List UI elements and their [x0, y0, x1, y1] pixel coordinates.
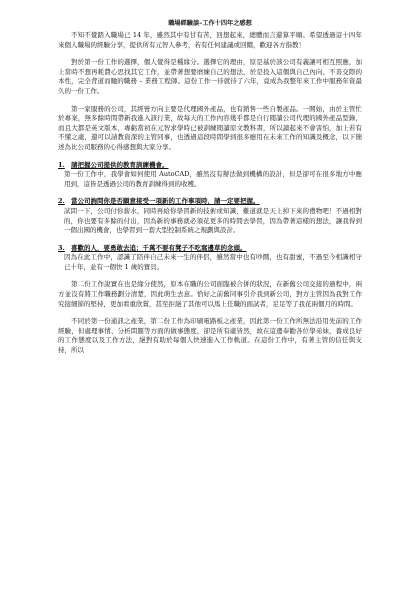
list-item-heading-text: 當公司詢問你是否願意接受一項新的工作事項時，請一定要把握。	[71, 197, 260, 206]
list-item-body: 因為在此工作中，認識了陪伴自己未來一生的伴侶，雖然當中也有吵鬧，也有甜蜜，不過至今相識相守已十年，並有一個快 1 歲的寶貝。	[64, 253, 362, 271]
list-item-number: 1.	[58, 160, 65, 169]
list-item-number: 2.	[58, 197, 65, 206]
list-item-heading	[58, 244, 362, 254]
list-item-number: 3.	[58, 243, 65, 252]
list-item-body: 第一份工作中，我學會如何使用 AutoCAD，雖然沒有辦法做到機構的設計，但是卻可在很多地方中應用到，這皆是透過公司的教育訓練得到的收穫。	[64, 170, 362, 188]
list-item	[58, 197, 362, 235]
list-item-heading	[58, 197, 362, 207]
document-title: 職場經驗談–工作十四年之感想	[168, 20, 252, 27]
list-item	[58, 244, 362, 273]
different-field-paragraph: 不同於第一份通訊之產業，第二份工作為印刷電路板之產業，因此第一份工作所無法沿用先前的工作經驗，但處理事情、分析問題等方面的做事態度，卻是所有處皆然，故在這邊奉勸各位學弟妹，養成良好的工作態度以及工作方法，絕對有助於每個人快速進入工作軌道。在這份工作中，有著主管的信任與支持，所以	[58, 317, 362, 355]
first-company-paragraph: 對於第一份工作的選擇，個人覺得是種緣分。選擇它的理由，原是基於該公司有義讓可相互照應，加上當時不想再耗費心思找其它工作，並帶著想要磨練自己的想法，於是投入這個與自己內向、不善交際的本性，完全背道而馳的職務 – 業務工程師。這份工作一待就待了六年，竟成為我整年來工作中服務年資最久的一份工作。	[58, 58, 362, 95]
intro-paragraph: 不知不覺踏入職場已 14 年，雖然其中有甘有苦，回想起來，總體而言還算平順。希望透過這十四年來個人職場的經驗分享，提供所有元智人參考，若有任何建議或回饋，歡迎各方指教！	[58, 31, 362, 49]
list-item-heading-text: 請把握公司提供的教育訓練機會。	[71, 160, 169, 169]
list-item-body: 試問一下，公司付你薪水，同時再給你學習新的技術或知識，難道就是天上掉下來的禮物吧！不過相對的，你也要有多餘的付出，因為新的事務就必須花更多的時間去學習，因為帶著這樣的想法，讓我得到一個出國的機會，也學習到一套大型控制系統之規劃與設計。	[64, 206, 362, 235]
list-item-heading-text: 喜歡的人，要勇敢去追；千萬不要有凳子不吃窩邊草的念頭。	[71, 243, 247, 252]
list-item-heading	[58, 161, 362, 171]
second-job-paragraph: 第二份工作說實在也是緣分使然，原本在職的公司面臨被合併的狀況，在新舊公司交接的過程中，兩方並沒有將工作職務劃分清楚，因此萌生去意。恰好之前舊同事引介我到新公司，對方主管因為我對工作究接細節的堅持，更加看重欣賞，甚至拒絕了其他可以馬上任職的面試者，足足等了我花兩個月的時間。	[58, 280, 362, 308]
list-item	[58, 161, 362, 190]
agency-paragraph: 第一家服務的公司，其經營方向主要是代理國外產品，也有銷售一些自製產品。一開始，由於主管忙於專案，無多餘時間帶新我進入該行業，故每天的工作內容幾乎都是自行閱讀公司代理的國外產品型錄，而且大都是英文版本，專虧當初在元智求學時已被訓練閱讀原文教科書，所以讀起來不會害怕，加上若有不懂之處，還可以請教資深的主管同事，也透過這段時間學到很多應用在未來工作的知識及概念，以下簡述為比公司服務的心得感想與大家分享。	[58, 104, 362, 151]
